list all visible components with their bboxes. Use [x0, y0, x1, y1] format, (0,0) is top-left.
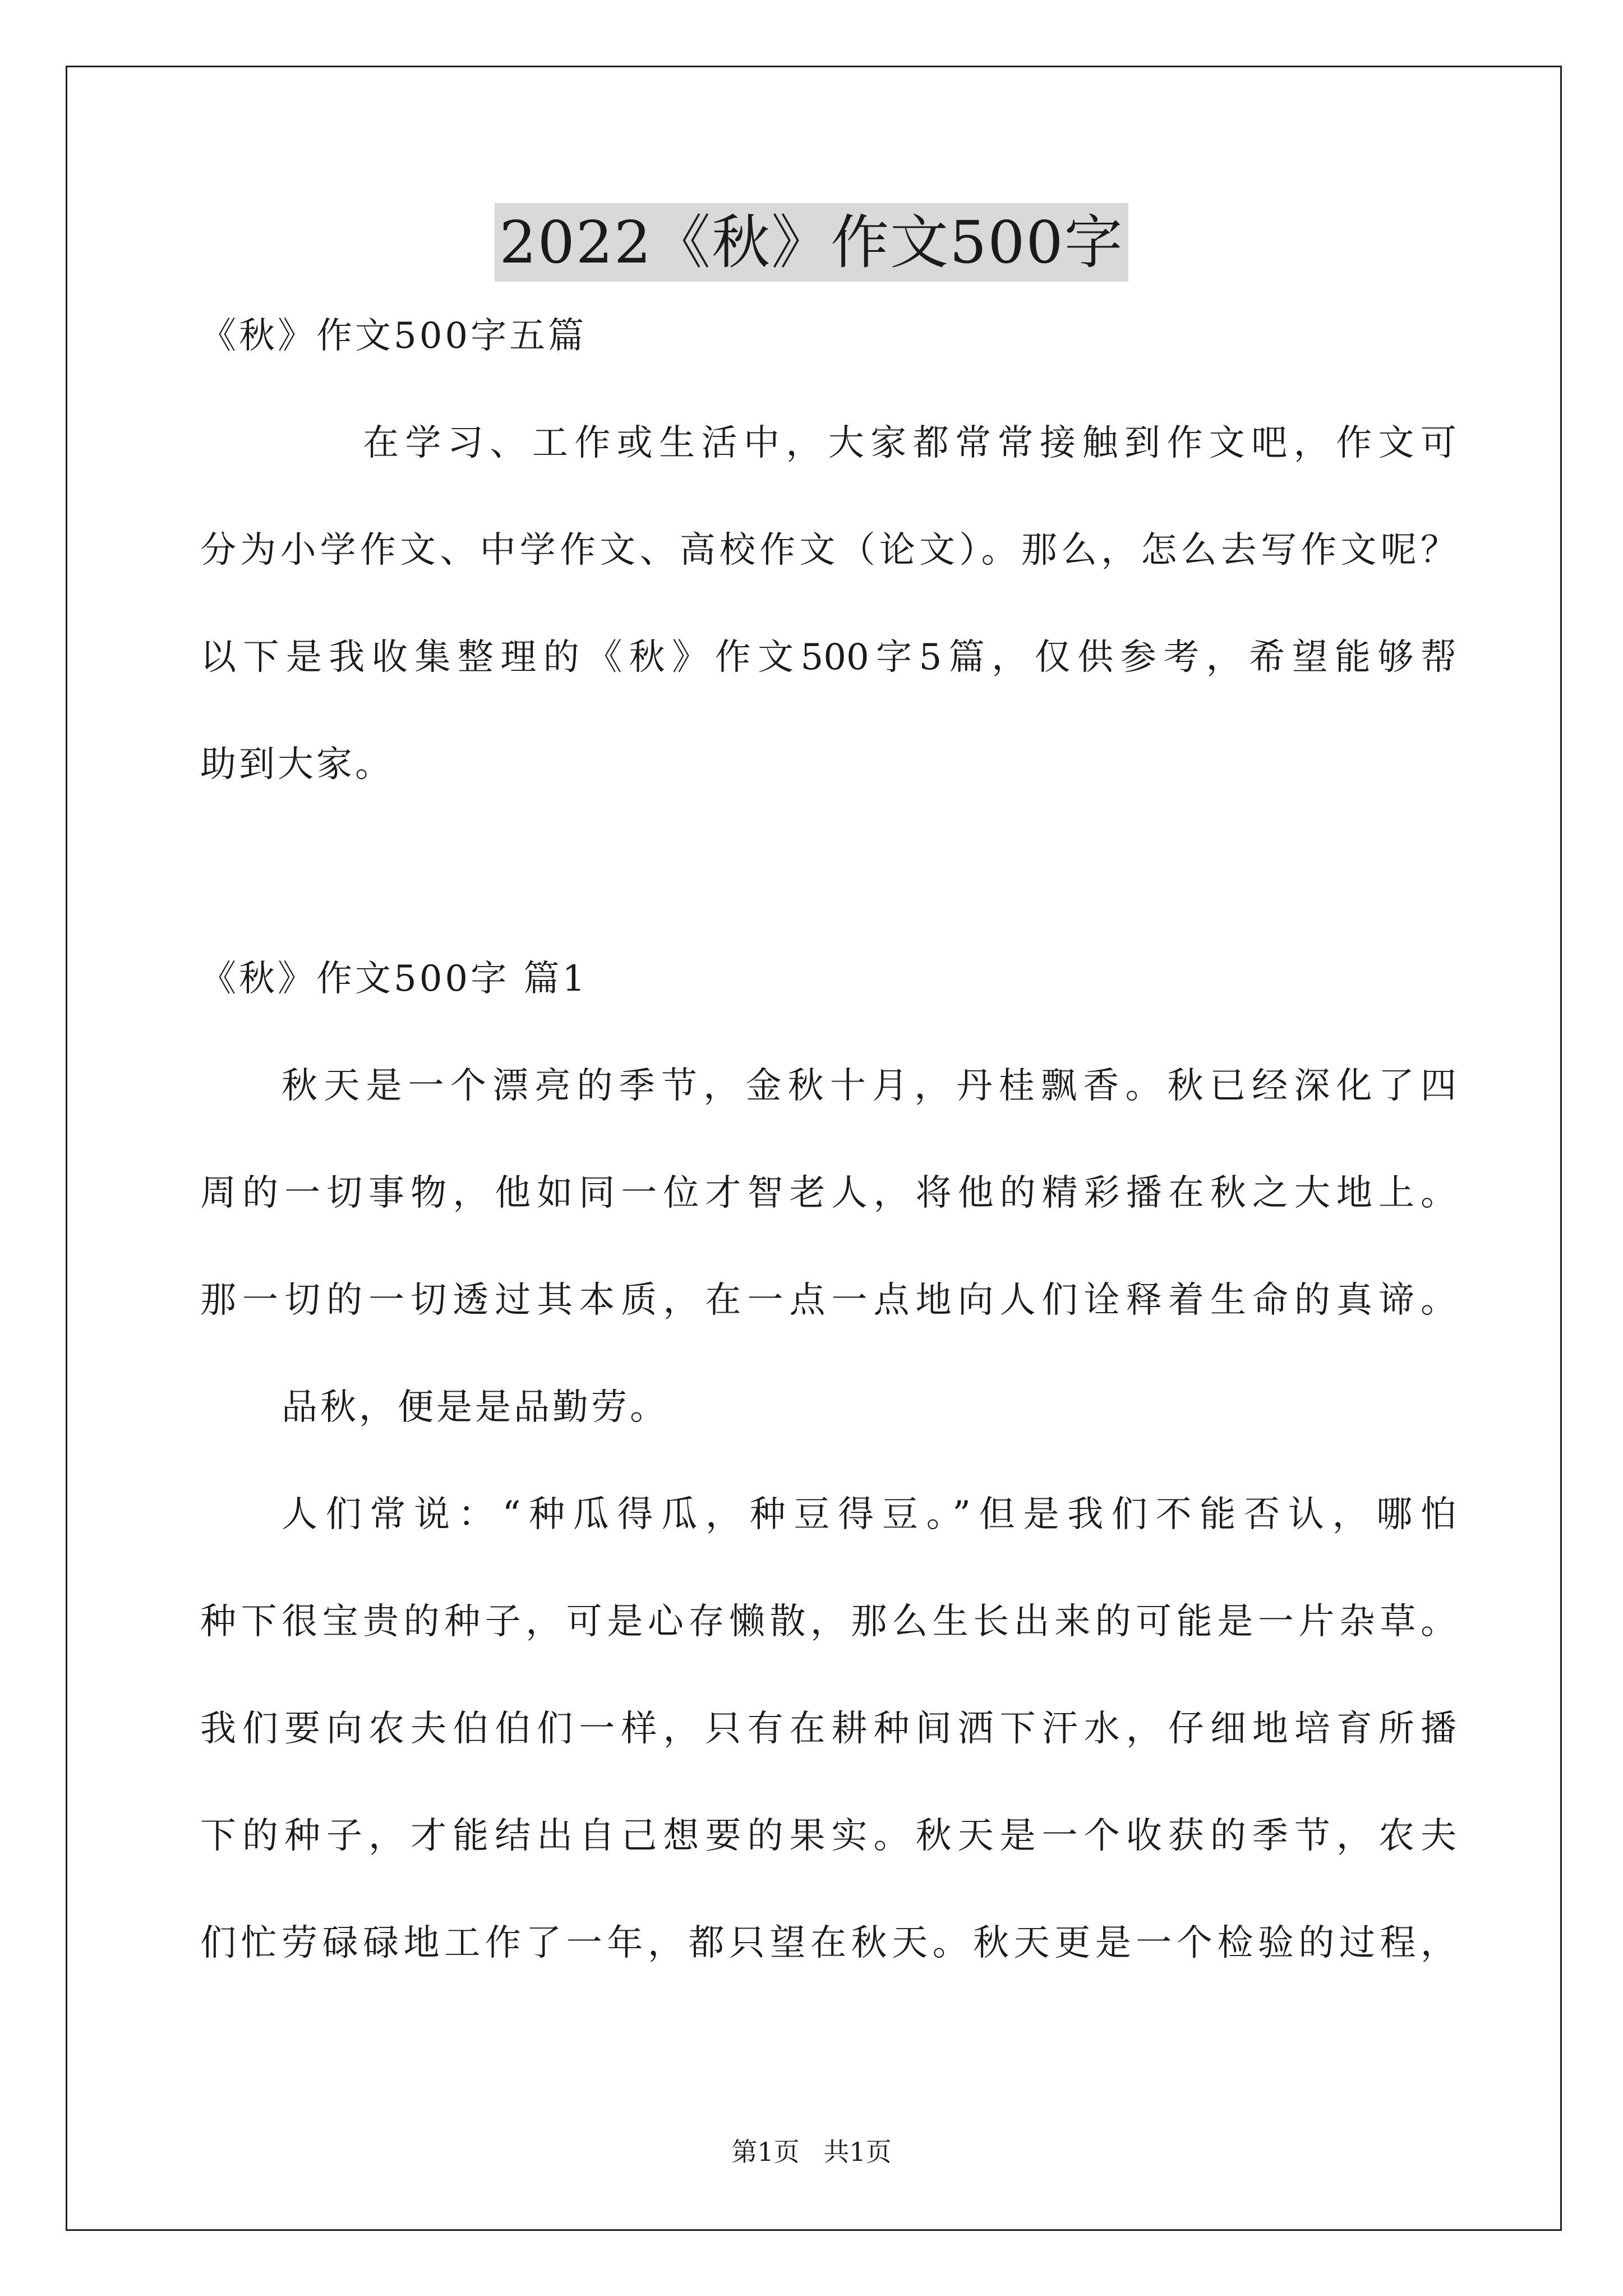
intro-line: 助到大家。: [200, 744, 394, 785]
intro-line: 在学习、工作或生活中，大家都常常接触到作文吧，作文可: [363, 422, 1456, 464]
title-container: [0, 203, 1623, 282]
section-heading: 《秋》作文500字 篇1: [200, 958, 588, 1000]
document-title: 2022《秋》作文500字: [495, 203, 1128, 282]
document-subtitle: 《秋》作文500字五篇: [200, 315, 587, 357]
intro-line: 分为小学作文、中学作文、高校作文（论文）。那么，怎么去写作文呢？: [200, 530, 1456, 571]
body-line: 人们常说：“种瓜得瓜，种豆得豆。”但是我们不能否认，哪怕: [282, 1494, 1456, 1535]
body-line: 品秋，便是是品勤劳。: [282, 1387, 668, 1428]
body-line: 我们要向农夫伯伯们一样，只有在耕种间洒下汗水，仔细地培育所播: [200, 1708, 1456, 1750]
body-line: 秋天是一个漂亮的季节，金秋十月，丹桂飘香。秋已经深化了四: [282, 1065, 1456, 1107]
body-line: 们忙劳碌碌地工作了一年，都只望在秋天。秋天更是一个检验的过程，: [200, 1922, 1456, 1964]
document-body: [200, 310, 1456, 2024]
body-line: 那一切的一切透过其本质，在一点一点地向人们诠释着生命的真谛。: [200, 1280, 1456, 1321]
body-line: 周的一切事物，他如同一位才智老人，将他的精彩播在秋之大地上。: [200, 1172, 1456, 1214]
intro-line: 以下是我收集整理的《秋》作文500字5篇，仅供参考，希望能够帮: [200, 637, 1456, 678]
body-line: 种下很宝贵的种子，可是心存懒散，那么生长出来的可能是一片杂草。: [200, 1601, 1456, 1642]
page-number-current: 第1页: [731, 2137, 800, 2167]
page-footer: [0, 2135, 1623, 2169]
body-line: 下的种子，才能结出自己想要的果实。秋天是一个收获的季节，农夫: [200, 1815, 1456, 1857]
page-number-total: 共1页: [823, 2137, 892, 2167]
